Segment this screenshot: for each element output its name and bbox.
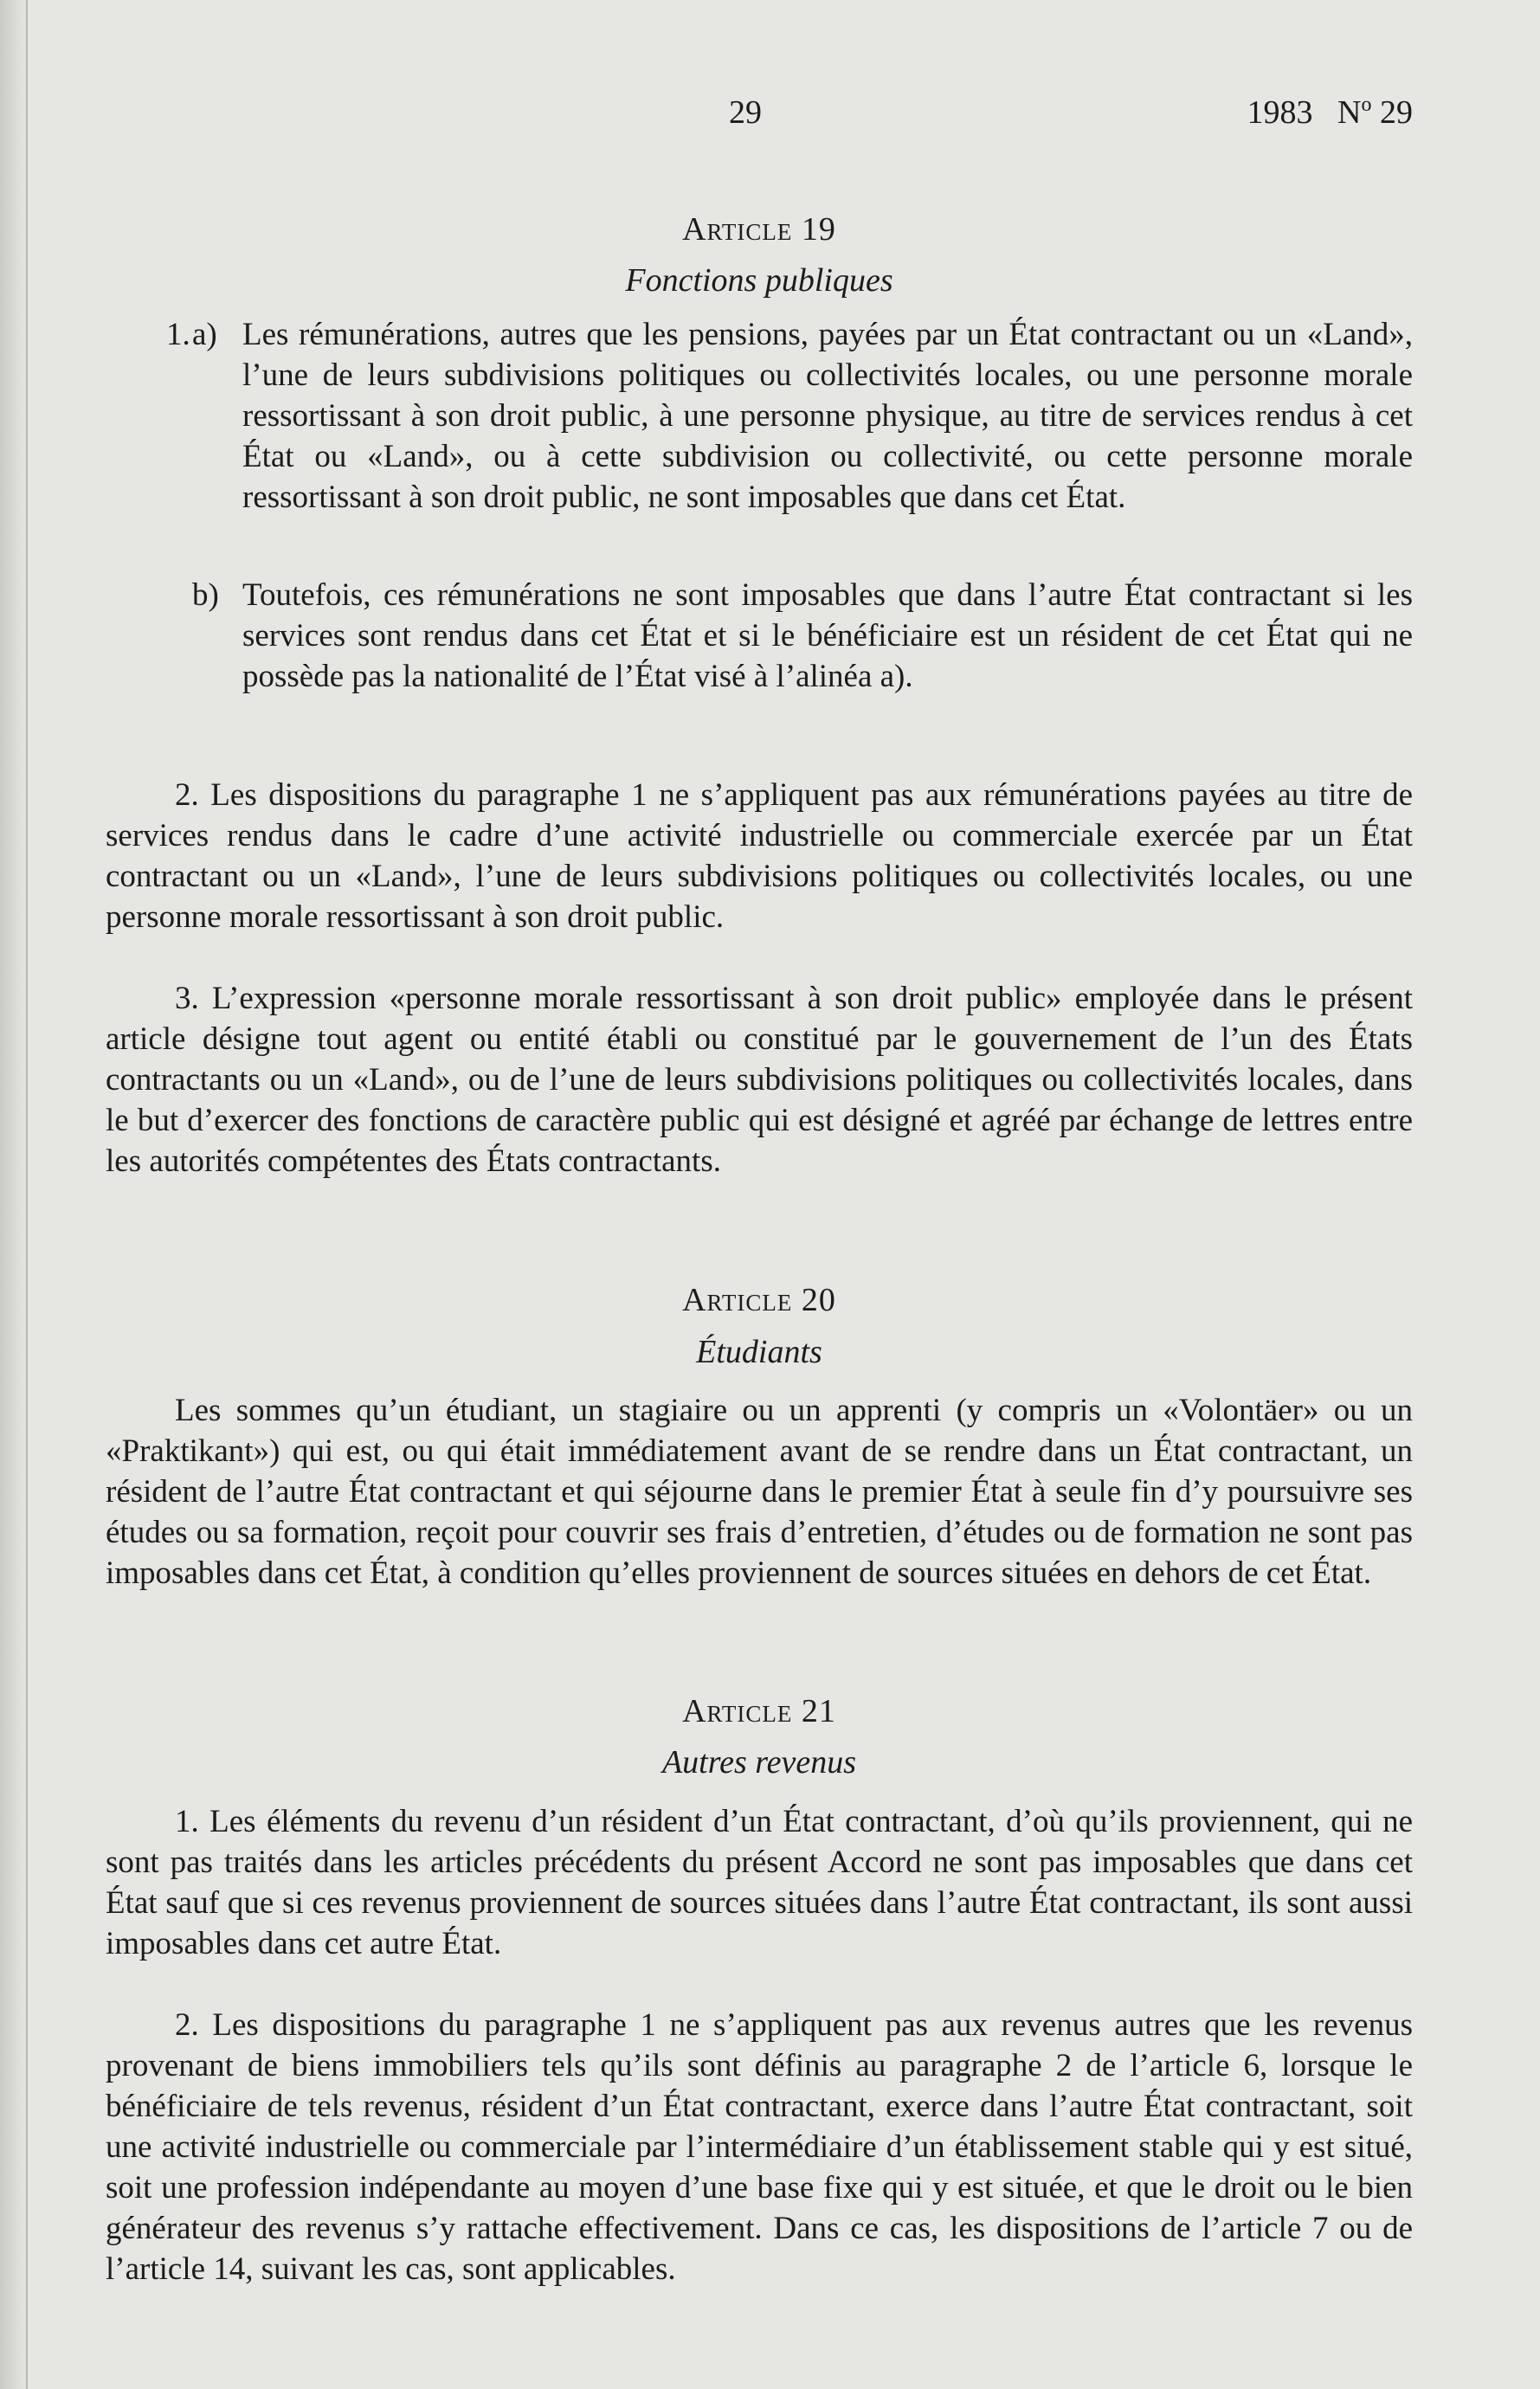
page-header	[106, 93, 1413, 137]
article-19-paragraph-1b	[106, 575, 1413, 697]
article-21-heading: Article 21	[682, 1693, 836, 1729]
article-19-paragraph-3: 3. L’expression «personne morale ressortissant à son droit public» employée dans le présent article désigne tout agent ou entité établi ou constitué par le gouvernement de l’un des États contractants ou un «Land», ou de l’une de leurs subdivisions politiques ou collectivités locales, dans le but d’exercer des fonctions de caractère public qui est désigné et agréé par échange de lettres entre les autorités compétentes des États contractants.	[106, 981, 1413, 1179]
article-21-paragraph-2: 2. Les dispositions du paragraphe 1 ne s’appliquent pas aux revenus autres que les revenus provenant de biens immobiliers tels qu’ils sont définis au paragraphe 2 de l’article 6, lorsque le bénéficiaire de tels revenus, résident d’un État contractant, exerce dans l’autre État contractant, soit une activité industrielle ou commerciale par l’intermédiaire d’un établissement stable qui y est situé, soit une profession indépendante au moyen d’une base fixe qui y est située, et que le droit ou le bien générateur des revenus s’y rattache effectivement. Dans ce cas, les dispositions de l’article 7 ou de l’article 14, suivant les cas, sont applicables.	[106, 2007, 1413, 2287]
article-19-paragraph-1a	[106, 314, 1413, 518]
subparagraph-text: Les rémunérations, autres que les pensions, payées par un État contractant ou un «Land», l’une de leurs subdivisions politiques ou collectivités locales, ou une personne morale ressortissant à son droit public, à une personne physique, au titre de services rendus à cet État ou «Land», ou à cette subdivision ou collectivité, ou cette personne morale ressortissant à son droit public, ne sont imposables que dans cet État.	[242, 317, 1413, 515]
article-21-subtitle: Autres revenus	[661, 1744, 857, 1780]
article-20-paragraph-1: Les sommes qu’un étudiant, un stagiaire ou un apprenti (y compris un «Volontäer» ou un «Praktikant») qui est, ou qui était immédiatement avant de se rendre dans un État contractant, un résident de l’autre État contractant et qui séjourne dans le premier État à seule fin d’y poursuivre ses études ou sa formation, reçoit pour couvrir ses frais d’entretien, d’études ou de formation ne sont pas imposables dans cet État, à condition qu’elles proviennent de sources situées en dehors de cet État.	[106, 1393, 1413, 1591]
treaty-number-label: N	[1337, 94, 1362, 131]
treaty-number: 29	[1380, 94, 1413, 131]
treaty-reference	[1247, 93, 1413, 132]
article-20-subtitle: Étudiants	[696, 1334, 822, 1370]
paragraph-number: 1.	[166, 317, 190, 352]
subparagraph-text: Toutefois, ces rémunérations ne sont imposables que dans l’autre État contractant si les services sont rendus dans cet État et si le bénéficiaire est un résident de cet État qui ne possède pas la nationalité de l’État visé à l’alinéa a).	[242, 577, 1413, 694]
page-binding-edge	[26, 0, 28, 2389]
page-number: 29	[729, 94, 762, 131]
article-19-heading: Article 19	[682, 211, 836, 248]
subparagraph-letter: b)	[192, 577, 219, 613]
article-21-paragraph-1: 1. Les éléments du revenu d’un résident d’un État contractant, d’où qu’ils proviennent, qui ne sont pas traités dans les articles précédents du présent Accord ne sont pas imposables que dans cet État sauf que si ces revenus proviennent de sources situées dans l’autre État contractant, ils sont aussi imposables dans cet autre État.	[106, 1804, 1413, 1961]
article-19-paragraph-2: 2. Les dispositions du paragraphe 1 ne s’appliquent pas aux rémunérations payées au titre de services rendus dans le cadre d’une activité industrielle ou commerciale exercée par un État contractant ou un «Land», l’une de leurs subdivisions politiques ou collectivités locales, ou une personne morale ressortissant à son droit public.	[106, 777, 1413, 935]
paragraph-number-spacer	[106, 575, 192, 697]
treaty-year: 1983	[1247, 94, 1313, 131]
article-19-subtitle: Fonctions publiques	[625, 262, 893, 299]
article-20-heading: Article 20	[682, 1282, 836, 1318]
subparagraph-letter: a)	[192, 317, 217, 352]
treaty-number-sup: o	[1361, 93, 1372, 116]
page-binding-shadow	[0, 0, 29, 2389]
